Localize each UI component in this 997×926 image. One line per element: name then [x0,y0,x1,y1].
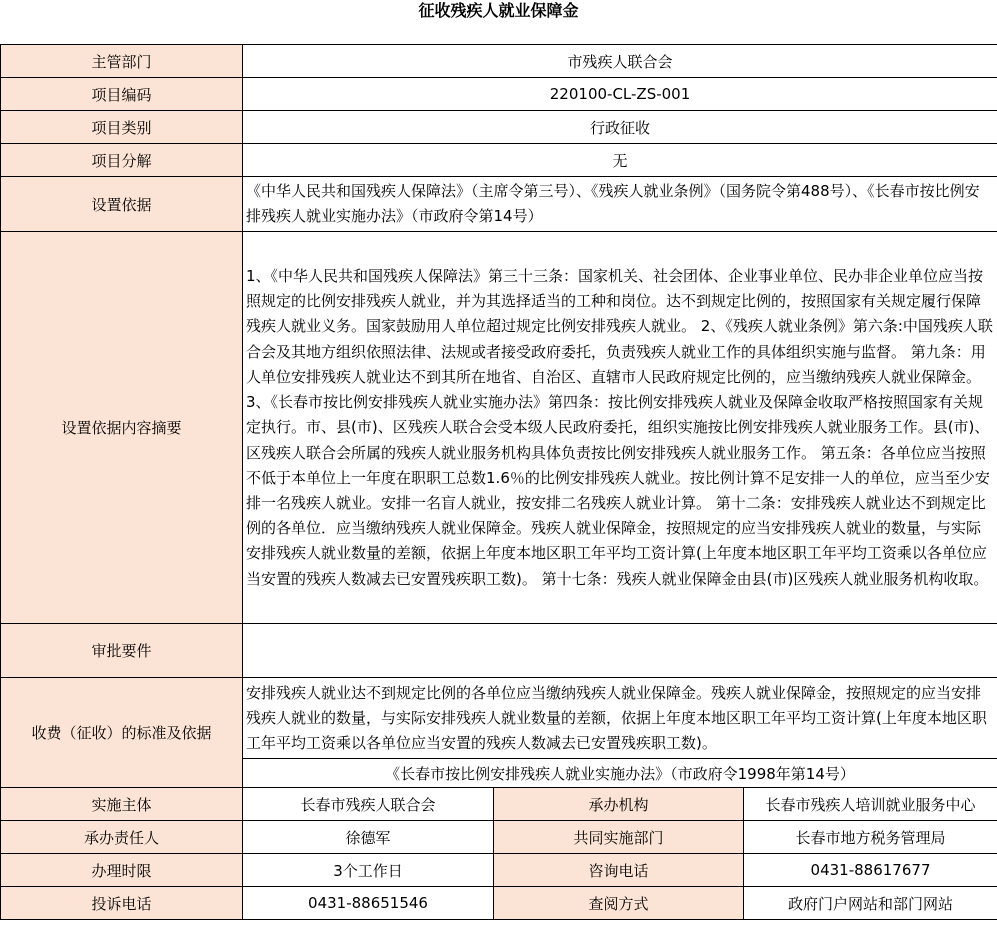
code-label: 项目编码 [1,78,243,111]
joint-value: 长春市地方税务管理局 [744,821,997,854]
limit-value: 3个工作日 [243,854,494,887]
table-row [1,45,997,78]
approval-value [243,624,997,678]
org-label: 承办机构 [494,788,744,821]
basis-label: 设置依据 [1,177,243,232]
limit-label: 办理时限 [1,854,243,887]
type-value: 行政征收 [243,111,997,144]
dept-value: 市残疾人联合会 [243,45,997,78]
joint-label: 共同实施部门 [494,821,744,854]
table-row [1,177,997,232]
table-row [1,887,997,920]
table-row [1,78,997,111]
summary-label: 设置依据内容摘要 [1,232,243,624]
dept-label: 主管部门 [1,45,243,78]
view-value: 政府门户网站和部门网站 [744,887,997,920]
table-row [1,111,997,144]
basis-value: 《中华人民共和国残疾人保障法》（主席令第三号）、《残疾人就业条例》（国务院令第488号）、《长春市按比例安排残疾人就业实施办法》（市政府令第14号） [243,177,997,232]
summary-value: 1、《中华人民共和国残疾人保障法》第三十三条：国家机关、社会团体、企业事业单位、民办非企业单位应当按照规定的比例安排残疾人就业，并为其选择适当的工种和岗位。达不到规定比例的，按照国家有关规定履行保障残疾人就业义务。国家鼓励用人单位超过规定比例安排残疾人就业。 2、《残疾人就业条例》第六条:中国残疾人联合会及其地方组织依照法律、法规或者接受政府委托，负责残疾人就业工作的具体组织实施与监督。 第九条：用人单位安排残疾人就业达不到其所在地省、自治区、直辖市人民政府规定比例的，应当缴纳残疾人就业保障金。 3、《长春市按比例安排残疾人就业实施办法》第四条：按比例安排残疾人就业及保障金收取严格按照国家有关规定执行。市、县(市)、区残疾人联合会受本级人民政府委托，组织实施按比例安排残疾人就业服务工作。县(市)、区残疾人联合会所属的残疾人就业服务机构具体负责按比例安排残疾人就业服务工作。 第五条：各单位应当按照不低于本单位上一年度在职职工总数1.6％的比例安排残疾人就业。按比例计算不足安排一人的单位，应当至少安排一名残疾人就业。安排一名盲人就业，按安排二名残疾人就业计算。 第十二条：安排残疾人就业达不到规定比例的各单位．应当缴纳残疾人就业保障金。残疾人就业保障金，按照规定的应当安排残疾人就业的数量，与实际安排残疾人就业数量的差额，依据上年度本地区职工年平均工资计算(上年度本地区职工年平均工资乘以各单位应当安置的残疾人数减去已安置残疾职工数)。 第十七条：残疾人就业保障金由县(市)区残疾人就业服务机构收取。 [243,232,997,624]
impl-value: 长春市残疾人联合会 [243,788,494,821]
fee-label: 收费（征收）的标准及依据 [1,678,243,788]
impl-label: 实施主体 [1,788,243,821]
org-value: 长春市残疾人培训就业服务中心 [744,788,997,821]
info-table [0,44,997,920]
person-value: 徐德军 [243,821,494,854]
table-row [1,144,997,177]
decomp-value: 无 [243,144,997,177]
table-row [1,788,997,821]
table-row [1,624,997,678]
table-row [1,821,997,854]
decomp-label: 项目分解 [1,144,243,177]
person-label: 承办责任人 [1,821,243,854]
consult-label: 咨询电话 [494,854,744,887]
complaint-label: 投诉电话 [1,887,243,920]
code-value: 220100-CL-ZS-001 [243,78,997,111]
view-label: 查阅方式 [494,887,744,920]
type-label: 项目类别 [1,111,243,144]
consult-value: 0431-88617677 [744,854,997,887]
page-title: 征收残疾人就业保障金 [418,1,579,20]
approval-label: 审批要件 [1,624,243,678]
fee-basis: 《长春市按比例安排残疾人就业实施办法》（市政府令1998年第14号） [243,759,997,788]
fee-value: 安排残疾人就业达不到规定比例的各单位应当缴纳残疾人就业保障金。残疾人就业保障金，按照规定的应当安排残疾人就业的数量，与实际安排残疾人就业数量的差额，依据上年度本地区职工年平均工资计算(上年度本地区职工年平均工资乘以各单位应当安置的残疾人数减去已安置残疾职工数)。 [243,678,997,759]
complaint-value: 0431-88651546 [243,887,494,920]
table-row [1,678,997,759]
table-row [1,854,997,887]
table-row [1,232,997,624]
